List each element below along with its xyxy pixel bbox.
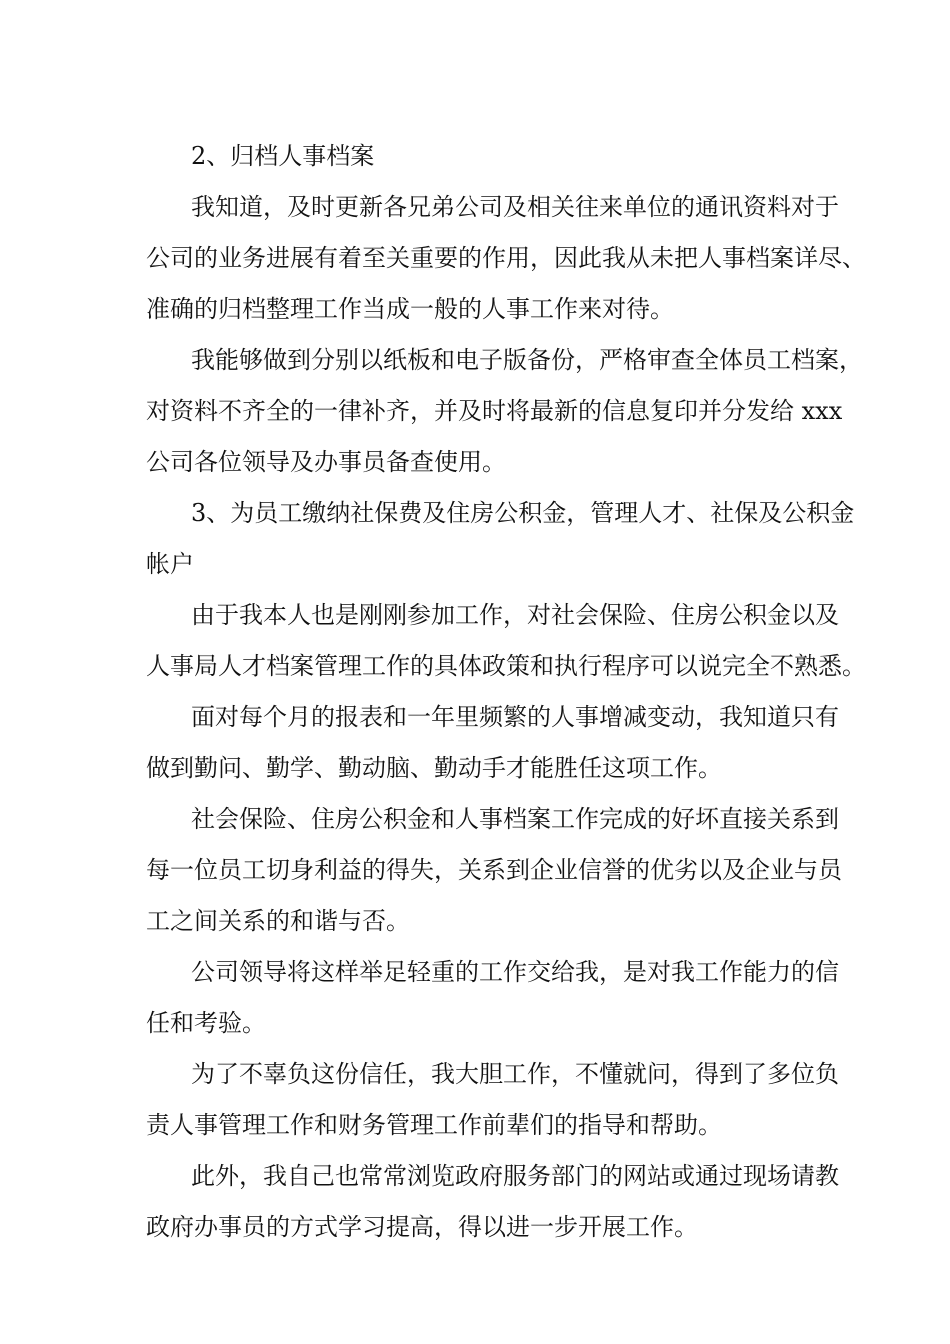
paragraph-line: 我能够做到分别以纸板和电子版备份，严格审查全体员工档案， [191,346,863,374]
paragraph-line: 人事局人才档案管理工作的具体政策和执行程序可以说完全不熟悉。 [146,652,866,680]
paragraph-new-to-work [146,590,866,692]
paragraph-monthly-reports [146,692,839,794]
section-heading-social-insurance [146,488,855,590]
paragraph-line: 社会保险、住房公积金和人事档案工作完成的好坏直接关系到 [191,805,839,833]
paragraph-line: 责人事管理工作和财务管理工作前辈们的指导和帮助。 [146,1111,722,1139]
paragraph-line: 帐户 [146,550,194,578]
document-body [146,131,866,1253]
paragraph-bold-work [146,1049,839,1151]
paragraph-line: 政府办事员的方式学习提高，得以进一步开展工作。 [146,1213,698,1241]
paragraph-line: 此外，我自己也常常浏览政府服务部门的网站或通过现场请教 [191,1162,839,1190]
paragraph-archive-backup [146,335,863,488]
paragraph-leadership-trust [146,947,839,1049]
paragraph-line: 公司各位领导及办事员备查使用。 [146,448,506,476]
paragraph-line: 做到勤问、勤学、勤动脑、勤动手才能胜任这项工作。 [146,754,722,782]
paragraph-line: 3、为员工缴纳社保费及住房公积金，管理人才、社保及公积金 [191,499,855,527]
paragraph-line: 2、归档人事档案 [191,142,375,170]
paragraph-line: 面对每个月的报表和一年里频繁的人事增减变动，我知道只有 [191,703,839,731]
paragraph-archive-importance [146,182,866,335]
section-heading-archive [146,131,816,182]
paragraph-line: 工之间关系的和谐与否。 [146,907,410,935]
paragraph-line: 每一位员工切身利益的得失，关系到企业信誉的优劣以及企业与员 [146,856,842,884]
paragraph-employee-interests [146,794,842,947]
paragraph-line: 公司的业务进展有着至关重要的作用，因此我从未把人事档案详尽、 [146,244,866,272]
paragraph-line: 我知道，及时更新各兄弟公司及相关往来单位的通讯资料对于 [191,193,839,221]
paragraph-line: 对资料不齐全的一律补齐，并及时将最新的信息复印并分发给 xxx [146,397,843,425]
paragraph-line: 任和考验。 [146,1009,266,1037]
paragraph-line: 为了不辜负这份信任，我大胆工作，不懂就问，得到了多位负 [191,1060,839,1088]
paragraph-line: 公司领导将这样举足轻重的工作交给我，是对我工作能力的信 [191,958,839,986]
paragraph-line: 准确的归档整理工作当成一般的人事工作来对待。 [146,295,674,323]
paragraph-self-study [146,1151,839,1253]
paragraph-line: 由于我本人也是刚刚参加工作，对社会保险、住房公积金以及 [191,601,839,629]
